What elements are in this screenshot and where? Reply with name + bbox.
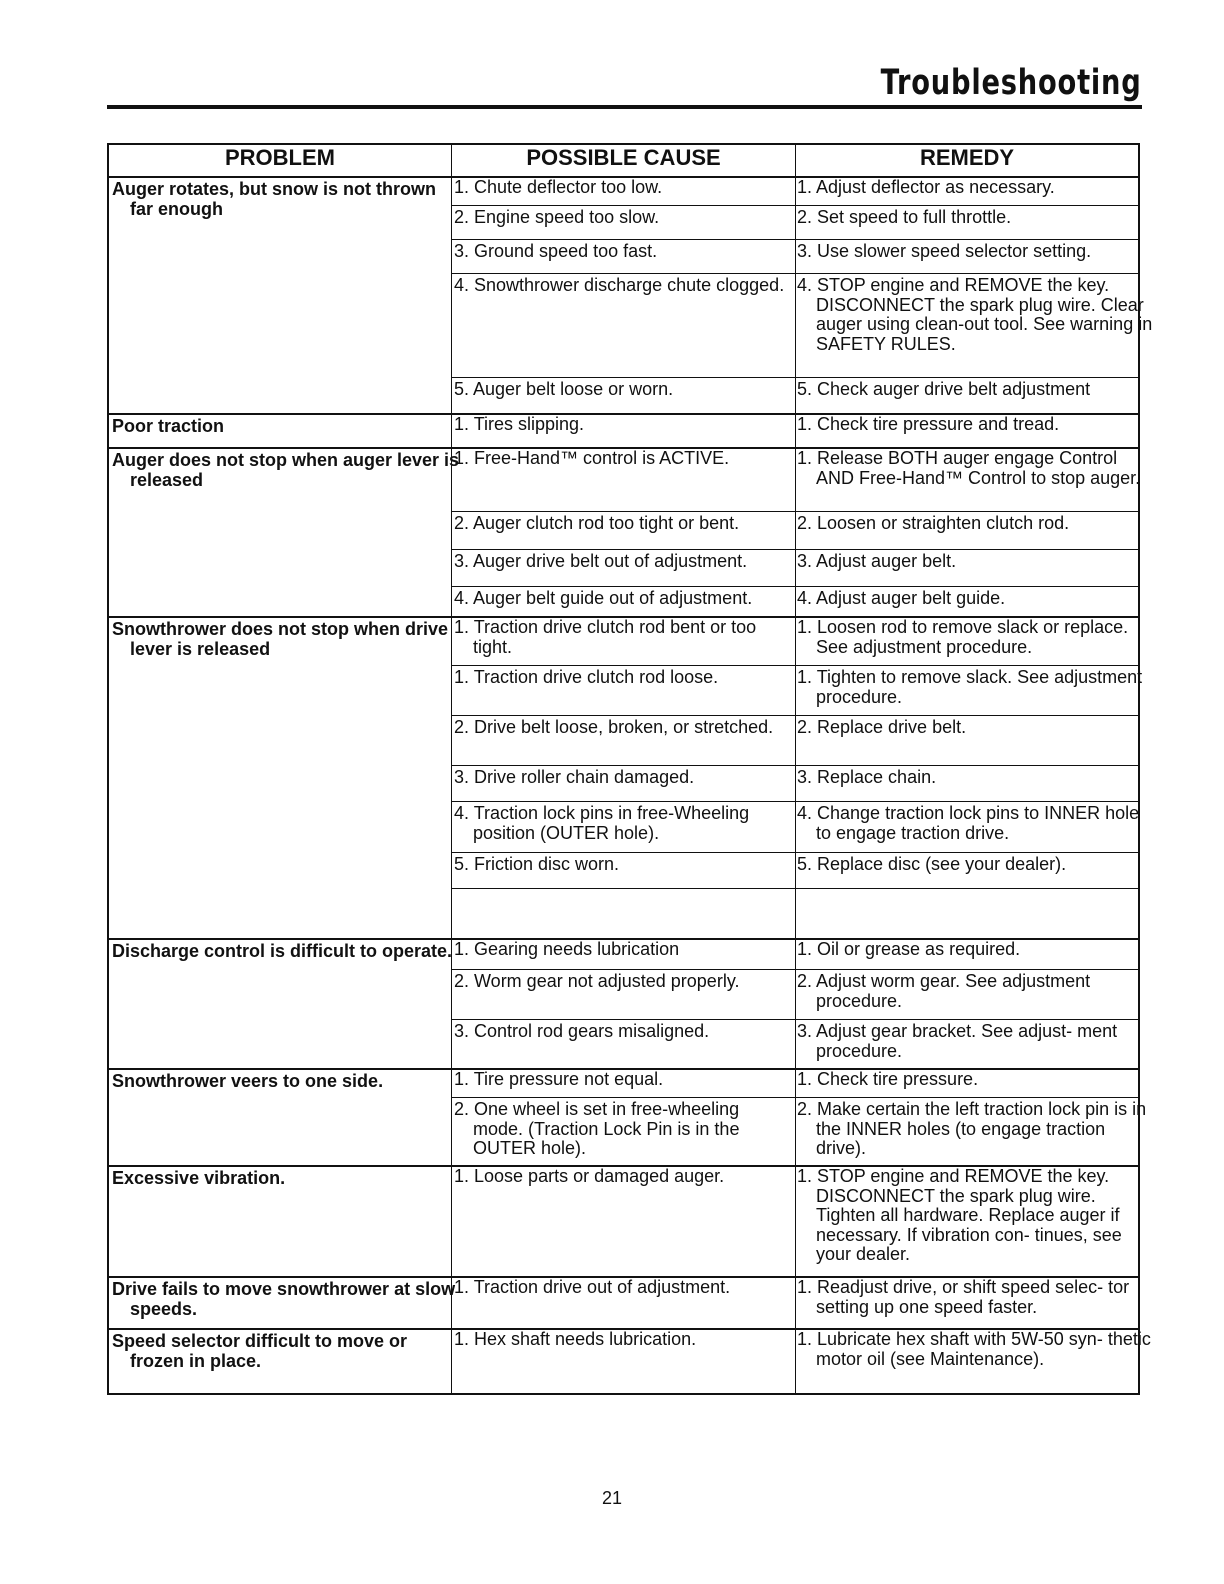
cause-cell: 2. Engine speed too slow. (454, 207, 660, 227)
problem-label: Drive fails to move snowthrower at slow speeds. (112, 1279, 456, 1319)
remedy-cell: 4. STOP engine and REMOVE the key. DISCONNECT the spark plug wire. Clear auger using clean-out tool. See warning in SAFETY RULES. (797, 275, 1153, 354)
cause-cell: 1. Tires slipping. (454, 414, 585, 434)
remedy-cell: 3. Replace chain. (797, 767, 937, 787)
cause-cell: 3. Control rod gears misaligned. (454, 1021, 710, 1041)
cause-cell: 5. Auger belt loose or worn. (454, 379, 674, 399)
remedy-cell: 1. Adjust deflector as necessary. (797, 177, 1055, 197)
remedy-cell: 4. Change traction lock pins to INNER hole to engage traction drive. (797, 803, 1140, 843)
problem-label: Poor traction (112, 416, 225, 436)
cause-cell: 2. Worm gear not adjusted properly. (454, 971, 740, 991)
problem-group (109, 413, 1138, 449)
remedy-cell: 3. Adjust auger belt. (797, 551, 957, 571)
cause-cell: 3. Auger drive belt out of adjustment. (454, 551, 748, 571)
cause-cell: 2. Auger clutch rod too tight or bent. (454, 513, 740, 533)
cause-cell: 1. Gearing needs lubrication (454, 939, 680, 959)
remedy-cell: 2. Adjust worm gear. See adjustment procedure. (797, 971, 1091, 1011)
remedy-cell: 1. Tighten to remove slack. See adjustment procedure. (797, 667, 1143, 707)
remedy-cell: 3. Use slower speed selector setting. (797, 241, 1092, 261)
page-number: 21 (601, 1488, 623, 1508)
table-row (451, 176, 1138, 205)
table-row (451, 1097, 1147, 1166)
remedy-cell: 1. Check tire pressure. (797, 1069, 979, 1089)
table-row (451, 273, 1153, 378)
cause-cell: 1. Traction drive clutch rod loose. (454, 667, 719, 687)
cause-cell: 1. Traction drive out of adjustment. (454, 1277, 731, 1297)
table-row (451, 239, 1138, 274)
cause-cell: 1. Free-Hand™ control is ACTIVE. (454, 448, 730, 468)
table-row (451, 665, 1143, 716)
remedy-cell: 1. STOP engine and REMOVE the key. DISCONNECT the spark plug wire. Tighten all hardware. Replace auger if necessary. If vibration con- tinues, see your dealer. (797, 1166, 1122, 1264)
remedy-cell: 2. Loosen or straighten clutch rod. (797, 513, 1070, 533)
problem-group (109, 1276, 1138, 1330)
cause-cell: 1. Traction drive clutch rod bent or too tight. (454, 617, 757, 657)
header-possible-cause: POSSIBLE CAUSE (526, 145, 721, 170)
table-row (451, 1328, 1151, 1393)
problem-label: Discharge control is difficult to operate. (112, 941, 453, 961)
table-row (451, 511, 1138, 550)
remedy-cell: 1. Loosen rod to remove slack or replace. See adjustment procedure. (797, 617, 1129, 657)
cause-cell: 3. Ground speed too fast. (454, 241, 658, 261)
cause-cell: 4. Snowthrower discharge chute clogged. (454, 275, 785, 295)
table-row (451, 852, 1138, 889)
problem-group (109, 616, 1143, 940)
cause-cell: 1. Tire pressure not equal. (454, 1069, 664, 1089)
problem-label: Snowthrower does not stop when drive lever is released (112, 619, 449, 659)
table-row (451, 586, 1138, 617)
page-title: Troubleshooting (881, 63, 1142, 103)
remedy-cell: 2. Make certain the left traction lock pin is in the INNER holes (to engage traction drive). (797, 1099, 1147, 1158)
cause-cell: 1. Loose parts or damaged auger. (454, 1166, 725, 1186)
cause-cell: 5. Friction disc worn. (454, 854, 620, 874)
remedy-cell: 2. Replace drive belt. (797, 717, 967, 737)
problem-label: Excessive vibration. (112, 1168, 286, 1188)
cause-cell: 2. Drive belt loose, broken, or stretched. (454, 717, 774, 737)
problem-group (109, 938, 1138, 1070)
problem-group (109, 447, 1141, 618)
problem-label: Speed selector difficult to move or frozen in place. (112, 1331, 408, 1371)
table-row (451, 413, 1138, 447)
header-remedy: REMEDY (919, 145, 1015, 170)
table-row (451, 969, 1138, 1020)
problem-label: Auger rotates, but snow is not thrown far enough (112, 179, 436, 219)
cause-cell: 4. Auger belt guide out of adjustment. (454, 588, 753, 608)
problem-group (109, 1068, 1147, 1167)
table-row (451, 715, 1138, 766)
header-problem: PROBLEM (225, 145, 335, 170)
cause-cell: 4. Traction lock pins in free-Wheeling position (OUTER hole). (454, 803, 750, 843)
table-row (451, 377, 1138, 414)
remedy-cell: 1. Lubricate hex shaft with 5W-50 syn- thetic motor oil (see Maintenance). (797, 1329, 1151, 1369)
table-row (451, 447, 1141, 511)
table-row (451, 765, 1138, 802)
table-row (451, 938, 1138, 969)
table-row (451, 888, 1138, 939)
table-row (451, 616, 1138, 665)
cause-cell: 1. Chute deflector too low. (454, 177, 663, 197)
table-row (451, 205, 1138, 240)
remedy-cell: 5. Check auger drive belt adjustment (797, 379, 1091, 399)
table-row (451, 549, 1138, 587)
cause-cell: 2. One wheel is set in free-wheeling mode. (Traction Lock Pin is in the OUTER hole). (454, 1099, 740, 1158)
problem-label: Snowthrower veers to one side. (112, 1071, 384, 1091)
table-row (451, 1068, 1138, 1097)
problem-group (109, 1165, 1138, 1278)
cause-cell: 1. Hex shaft needs lubrication. (454, 1329, 697, 1349)
troubleshooting-table (107, 143, 1153, 1395)
remedy-cell: 3. Adjust gear bracket. See adjust- ment procedure. (797, 1021, 1118, 1061)
remedy-cell: 1. Oil or grease as required. (797, 939, 1021, 959)
remedy-cell: 4. Adjust auger belt guide. (797, 588, 1006, 608)
remedy-cell: 5. Replace disc (see your dealer). (797, 854, 1067, 874)
remedy-cell: 2. Set speed to full throttle. (797, 207, 1012, 227)
remedy-cell: 1. Readjust drive, or shift speed selec- tor setting up one speed faster. (797, 1277, 1130, 1317)
table-row (451, 801, 1138, 853)
problem-label: Auger does not stop when auger lever is released (112, 450, 460, 490)
table-row (451, 1165, 1138, 1276)
table-header (109, 145, 1138, 178)
problem-group (109, 1328, 1151, 1393)
cause-cell: 3. Drive roller chain damaged. (454, 767, 695, 787)
table-row (451, 1019, 1138, 1069)
table-row (451, 1276, 1138, 1328)
title-rule (107, 105, 1142, 109)
remedy-cell: 1. Check tire pressure and tread. (797, 414, 1060, 434)
problem-group (109, 176, 1153, 415)
remedy-cell: 1. Release BOTH auger engage Control AND Free-Hand™ Control to stop auger. (797, 448, 1141, 488)
